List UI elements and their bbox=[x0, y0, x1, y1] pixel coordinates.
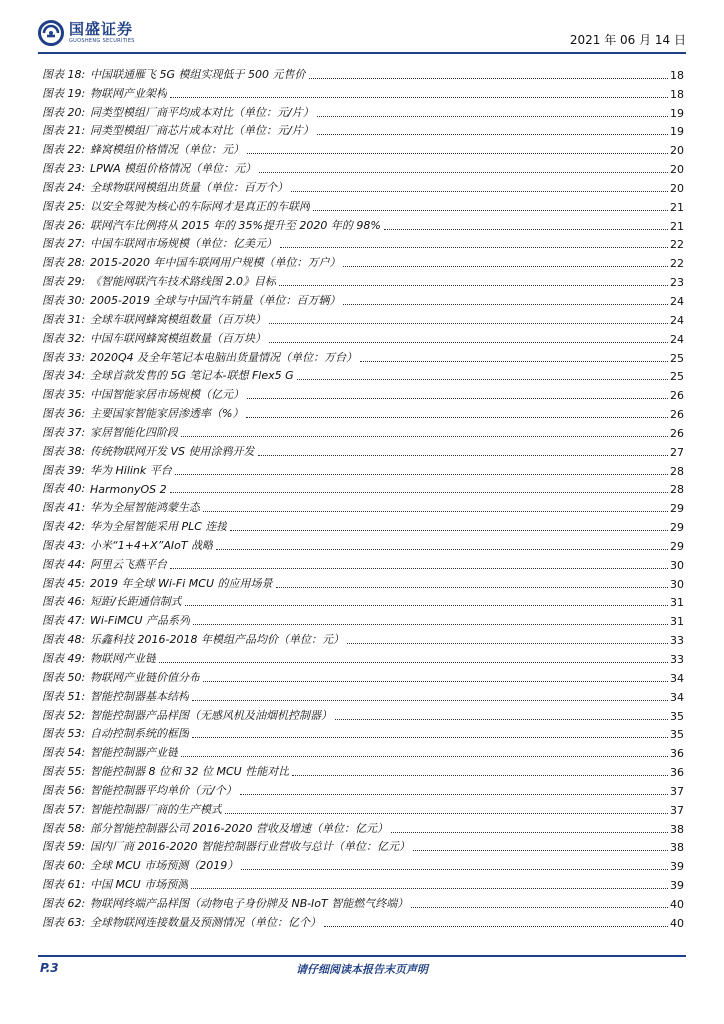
toc-entry-label: 图表 41: bbox=[42, 501, 86, 515]
toc-entry[interactable] bbox=[42, 647, 684, 666]
toc-entry-title: 物联网产业架构 bbox=[90, 86, 167, 100]
toc-entry-label: 图表 28: bbox=[42, 256, 86, 270]
toc-entry-page: 30 bbox=[670, 558, 684, 572]
toc-entry-label: 图表 51: bbox=[42, 689, 86, 703]
toc-entry-page: 20 bbox=[670, 144, 684, 158]
toc-entry-label: 图表 42: bbox=[42, 520, 86, 534]
toc-entry-label: 图表 25: bbox=[42, 199, 86, 213]
toc-entry[interactable] bbox=[42, 798, 684, 817]
toc-entry-page: 26 bbox=[670, 389, 684, 403]
toc-entry[interactable] bbox=[42, 251, 684, 270]
toc-entry-label: 图表 32: bbox=[42, 331, 86, 345]
toc-entry[interactable] bbox=[42, 176, 684, 195]
toc-entry[interactable] bbox=[42, 120, 684, 139]
toc-dot-leader bbox=[203, 680, 668, 682]
toc-entry[interactable] bbox=[42, 892, 684, 911]
toc-entry-label: 图表 45: bbox=[42, 576, 86, 590]
toc-entry-page: 19 bbox=[670, 125, 684, 139]
toc-entry-label: 图表 57: bbox=[42, 802, 86, 816]
toc-entry-title: 短距/长距通信制式 bbox=[90, 595, 182, 609]
toc-entry-label: 图表 62: bbox=[42, 896, 86, 910]
toc-entry-page: 29 bbox=[670, 539, 684, 553]
toc-entry[interactable] bbox=[42, 270, 684, 289]
toc-entry-title: 2015-2020 年中国车联网用户规模（单位：万户） bbox=[90, 256, 341, 270]
toc-entry-page: 40 bbox=[670, 916, 684, 930]
toc-entry[interactable] bbox=[42, 459, 684, 478]
toc-entry-page: 18 bbox=[670, 87, 684, 101]
toc-entry-label: 图表 21: bbox=[42, 124, 86, 138]
toc-entry-title: 2020Q4 及全年笔记本电脑出货量情况（单位：万台） bbox=[90, 350, 358, 364]
toc-entry[interactable] bbox=[42, 478, 684, 497]
toc-entry-label: 图表 33: bbox=[42, 350, 86, 364]
toc-entry-title: 物联网产业链价值分布 bbox=[90, 670, 200, 684]
toc-dot-leader bbox=[247, 152, 668, 154]
toc-entry-label: 图表 49: bbox=[42, 652, 86, 665]
toc-entry-page: 21 bbox=[670, 219, 684, 233]
toc-dot-leader bbox=[297, 378, 668, 380]
page-number: P.3 bbox=[40, 961, 59, 975]
toc-entry[interactable] bbox=[42, 138, 684, 157]
toc-entry[interactable] bbox=[42, 346, 684, 365]
toc-entry-label: 图表 43: bbox=[42, 538, 86, 552]
toc-entry-page: 22 bbox=[670, 238, 684, 252]
toc-entry[interactable] bbox=[42, 327, 684, 346]
toc-entry[interactable] bbox=[42, 836, 684, 855]
toc-dot-leader bbox=[276, 586, 669, 588]
toc-entry-title: 小米“1+4+X”AIoT 战略 bbox=[90, 538, 214, 552]
toc-entry[interactable] bbox=[42, 779, 684, 798]
toc-entry-page: 24 bbox=[670, 313, 684, 327]
toc-entry[interactable] bbox=[42, 723, 684, 742]
toc-entry-page: 24 bbox=[670, 294, 684, 308]
toc-entry-title: 阿里云飞燕平台 bbox=[90, 557, 167, 571]
toc-entry-title: 华为全屋智能鸿蒙生态 bbox=[90, 501, 200, 515]
toc-dot-leader bbox=[185, 604, 668, 606]
toc-entry-title: 自动控制系统的框图 bbox=[90, 727, 189, 741]
toc-entry[interactable] bbox=[42, 572, 684, 591]
toc-entry-page: 28 bbox=[670, 483, 684, 497]
toc-entry-title: 中国车联网蜂窝模组数量（百万块） bbox=[90, 331, 266, 345]
toc-dot-leader bbox=[193, 623, 668, 625]
toc-dot-leader bbox=[241, 868, 668, 870]
toc-entry[interactable] bbox=[42, 214, 684, 233]
toc-entry-title: 智能控制器 8 位和 32 位 MCU 性能对比 bbox=[90, 765, 290, 779]
toc-entry-title: 智能控制器厂商的生产模式 bbox=[90, 802, 222, 816]
toc-entry-page: 33 bbox=[670, 653, 684, 666]
toc-entry-page: 36 bbox=[670, 747, 684, 761]
toc-dot-leader bbox=[347, 642, 668, 644]
toc-entry[interactable] bbox=[42, 854, 684, 873]
toc-entry-page: 36 bbox=[670, 766, 684, 780]
toc-entry-label: 图表 46: bbox=[42, 595, 86, 609]
toc-entry-label: 图表 56: bbox=[42, 783, 86, 797]
toc-entry-page: 30 bbox=[670, 577, 684, 591]
toc-entry[interactable] bbox=[42, 101, 684, 120]
toc-entry[interactable] bbox=[42, 63, 684, 82]
toc-dot-leader bbox=[170, 491, 668, 493]
toc-entry-label: 图表 27: bbox=[42, 237, 86, 251]
page-header bbox=[38, 18, 686, 54]
toc-entry-page: 34 bbox=[670, 671, 684, 685]
toc-entry-title: 2019 年全球 Wi-Fi MCU 的应用场景 bbox=[90, 576, 273, 590]
toc-entry-label: 图表 47: bbox=[42, 614, 86, 628]
disclaimer-text: 请仔细阅读本报告末页声明 bbox=[296, 963, 428, 976]
toc-entry-title: 中国 MCU 市场预测 bbox=[90, 878, 189, 892]
toc-entry-label: 图表 63: bbox=[42, 915, 86, 929]
table-of-contents bbox=[42, 63, 684, 930]
toc-entry[interactable] bbox=[42, 233, 684, 252]
toc-entry-title: 蜂窝模组价格情况（单位：元） bbox=[90, 143, 244, 157]
toc-entry-label: 图表 34: bbox=[42, 369, 86, 383]
toc-entry[interactable] bbox=[42, 383, 684, 402]
toc-dot-leader bbox=[216, 548, 668, 550]
toc-entry-title: HarmonyOS 2 bbox=[90, 483, 167, 497]
toc-entry-page: 28 bbox=[670, 464, 684, 478]
toc-entry-page: 31 bbox=[670, 615, 684, 629]
toc-entry-page: 37 bbox=[670, 784, 684, 798]
toc-entry[interactable] bbox=[42, 609, 684, 628]
toc-entry-page: 23 bbox=[670, 276, 684, 290]
toc-entry-label: 图表 59: bbox=[42, 840, 86, 854]
toc-dot-leader bbox=[191, 887, 668, 889]
toc-entry[interactable] bbox=[42, 308, 684, 327]
toc-entry-label: 图表 23: bbox=[42, 162, 86, 176]
toc-entry[interactable] bbox=[42, 289, 684, 308]
toc-entry-page: 38 bbox=[670, 841, 684, 855]
toc-entry-label: 图表 55: bbox=[42, 765, 86, 779]
toc-dot-leader bbox=[391, 831, 668, 833]
toc-entry-title: 全球物联网模组出货量（单位：百万个） bbox=[90, 180, 288, 194]
toc-entry[interactable] bbox=[42, 534, 684, 553]
toc-dot-leader bbox=[292, 774, 668, 776]
toc-entry-title: 中国联通雁飞 5G 模组实现低于 500 元售价 bbox=[90, 67, 306, 81]
toc-entry-title: 部分智能控制器公司 2016-2020 营收及增速（单位：亿元） bbox=[90, 821, 388, 835]
toc-entry-title: 智能控制器平均单价（元/个） bbox=[90, 783, 237, 797]
toc-entry-title: 同类型模组厂商平均成本对比（单位：元/片） bbox=[90, 105, 314, 119]
toc-entry[interactable] bbox=[42, 741, 684, 760]
toc-dot-leader bbox=[192, 736, 668, 738]
toc-entry-label: 图表 31: bbox=[42, 312, 86, 326]
toc-entry[interactable] bbox=[42, 704, 684, 723]
toc-entry-title: 乐鑫科技 2016-2018 年模组产品均价（单位：元） bbox=[90, 633, 344, 647]
toc-entry-label: 图表 18: bbox=[42, 67, 86, 81]
toc-dot-leader bbox=[309, 77, 668, 79]
toc-entry-title: 全球物联网连接数量及预测情况（单位：亿个） bbox=[90, 915, 321, 929]
toc-entry-page: 33 bbox=[670, 634, 684, 648]
toc-entry-page: 34 bbox=[670, 690, 684, 704]
toc-dot-leader bbox=[269, 341, 668, 343]
toc-entry[interactable] bbox=[42, 666, 684, 685]
toc-entry-label: 图表 54: bbox=[42, 746, 86, 760]
toc-entry-title: 物联网产业链 bbox=[90, 652, 156, 665]
toc-entry[interactable] bbox=[42, 591, 684, 610]
toc-entry-title: LPWA 模组价格情况（单位：元） bbox=[90, 162, 257, 176]
toc-entry-label: 图表 40: bbox=[42, 482, 86, 496]
toc-entry-page: 38 bbox=[670, 822, 684, 836]
logo-icon bbox=[38, 20, 64, 46]
toc-entry-page: 27 bbox=[670, 445, 684, 459]
toc-entry-page: 37 bbox=[670, 803, 684, 817]
toc-entry-title: 智能控制器产业链 bbox=[90, 746, 178, 760]
toc-entry-title: 物联网终端产品样图（动物电子身份牌及 NB-IoT 智能燃气终端） bbox=[90, 896, 409, 910]
toc-entry-label: 图表 39: bbox=[42, 463, 86, 477]
toc-entry-page: 39 bbox=[670, 879, 684, 893]
toc-entry-page: 20 bbox=[670, 181, 684, 195]
toc-entry-title: Wi-FiMCU 产品系列 bbox=[90, 614, 191, 628]
toc-entry-label: 图表 38: bbox=[42, 444, 86, 458]
toc-entry-label: 图表 26: bbox=[42, 218, 86, 232]
toc-entry-label: 图表 52: bbox=[42, 708, 86, 722]
toc-entry-title: 主要国家智能家居渗透率（%） bbox=[90, 407, 244, 421]
report-date: 2021 年 06 月 14 日 bbox=[569, 33, 686, 47]
company-logo bbox=[38, 20, 135, 50]
toc-entry-title: 全球车联网蜂窝模组数量（百万块） bbox=[90, 312, 266, 326]
toc-dot-leader bbox=[181, 755, 668, 757]
toc-entry-title: 华为 Hilink 平台 bbox=[90, 463, 172, 477]
toc-entry-title: 2005-2019 全球与中国汽车销量（单位：百万辆） bbox=[90, 293, 341, 307]
page-footer bbox=[38, 955, 686, 977]
toc-dot-leader bbox=[170, 96, 668, 98]
toc-entry-page: 19 bbox=[670, 106, 684, 120]
toc-entry-label: 图表 53: bbox=[42, 727, 86, 741]
toc-entry-label: 图表 30: bbox=[42, 293, 86, 307]
toc-dot-leader bbox=[279, 284, 668, 286]
toc-entry-title: 《智能网联汽车技术路线图 2.0》目标 bbox=[90, 275, 276, 289]
toc-entry[interactable] bbox=[42, 421, 684, 440]
toc-entry-label: 图表 60: bbox=[42, 859, 86, 873]
toc-dot-leader bbox=[269, 322, 668, 324]
toc-dot-leader bbox=[411, 906, 668, 908]
toc-entry-label: 图表 35: bbox=[42, 388, 86, 402]
toc-entry-page: 35 bbox=[670, 709, 684, 723]
toc-dot-leader bbox=[291, 190, 668, 192]
toc-entry[interactable] bbox=[42, 685, 684, 704]
toc-entry-label: 图表 50: bbox=[42, 670, 86, 684]
toc-entry-page: 18 bbox=[670, 68, 684, 82]
toc-entry-page: 24 bbox=[670, 332, 684, 346]
toc-entry-page: 26 bbox=[670, 426, 684, 440]
toc-dot-leader bbox=[192, 699, 668, 701]
toc-entry[interactable] bbox=[42, 157, 684, 176]
logo-text: 国盛证券 bbox=[69, 20, 134, 38]
toc-dot-leader bbox=[247, 397, 668, 399]
toc-entry-label: 图表 36: bbox=[42, 407, 86, 421]
toc-entry-label: 图表 24: bbox=[42, 180, 86, 194]
toc-entry[interactable] bbox=[42, 440, 684, 459]
toc-dot-leader bbox=[246, 416, 668, 418]
toc-dot-leader bbox=[225, 812, 668, 814]
toc-dot-leader bbox=[324, 925, 668, 927]
toc-entry-label: 图表 19: bbox=[42, 86, 86, 100]
toc-entry[interactable] bbox=[42, 402, 684, 421]
toc-entry-title: 中国车联网市场规模（单位：亿美元） bbox=[90, 237, 277, 251]
toc-entry-title: 国内厂商 2016-2020 智能控制器行业营收与总计（单位：亿元） bbox=[90, 840, 410, 854]
toc-dot-leader bbox=[317, 133, 668, 135]
toc-dot-leader bbox=[175, 473, 668, 475]
toc-entry[interactable] bbox=[42, 496, 684, 515]
toc-entry-page: 25 bbox=[670, 370, 684, 384]
toc-dot-leader bbox=[181, 435, 668, 437]
toc-entry-page: 39 bbox=[670, 860, 684, 874]
toc-entry-page: 25 bbox=[670, 351, 684, 365]
toc-entry[interactable] bbox=[42, 365, 684, 384]
toc-entry-label: 图表 58: bbox=[42, 821, 86, 835]
toc-entry-page: 40 bbox=[670, 897, 684, 911]
toc-entry-page: 21 bbox=[670, 200, 684, 214]
toc-dot-leader bbox=[313, 209, 668, 211]
toc-entry-label: 图表 48: bbox=[42, 633, 86, 647]
toc-entry-label: 图表 37: bbox=[42, 425, 86, 439]
toc-entry-page: 29 bbox=[670, 502, 684, 516]
toc-entry[interactable] bbox=[42, 911, 684, 930]
toc-entry-label: 图表 61: bbox=[42, 878, 86, 892]
toc-entry-page: 26 bbox=[670, 408, 684, 422]
toc-dot-leader bbox=[203, 510, 668, 512]
toc-dot-leader bbox=[230, 529, 668, 531]
logo-subtext: GUOSHENG SECURITIES bbox=[69, 38, 135, 44]
toc-entry[interactable] bbox=[42, 195, 684, 214]
toc-entry-title: 同类型模组厂商芯片成本对比（单位：元/片） bbox=[90, 124, 314, 138]
toc-dot-leader bbox=[240, 793, 668, 795]
toc-entry-page: 20 bbox=[670, 163, 684, 177]
toc-entry[interactable] bbox=[42, 515, 684, 534]
toc-entry-page: 31 bbox=[670, 596, 684, 610]
toc-dot-leader bbox=[317, 115, 668, 117]
toc-dot-leader bbox=[335, 718, 668, 720]
toc-entry-page: 22 bbox=[670, 257, 684, 271]
toc-entry-title: 智能控制器基本结构 bbox=[90, 689, 189, 703]
toc-dot-leader bbox=[343, 265, 668, 267]
toc-entry-page: 29 bbox=[670, 521, 684, 535]
toc-dot-leader bbox=[360, 360, 668, 362]
toc-dot-leader bbox=[280, 246, 668, 248]
toc-entry-title: 联网汽车比例将从 2015 年的 35%提升至 2020 年的 98% bbox=[90, 218, 381, 232]
toc-entry-title: 以安全驾驶为核心的车际网才是真正的车联网 bbox=[90, 199, 310, 213]
toc-dot-leader bbox=[384, 228, 668, 230]
toc-entry[interactable] bbox=[42, 82, 684, 101]
toc-entry-title: 智能控制器产品样图（无感风机及油烟机控制器） bbox=[90, 708, 332, 722]
toc-entry[interactable] bbox=[42, 628, 684, 647]
toc-entry-title: 传统物联网开发 VS 使用涂鸦开发 bbox=[90, 444, 255, 458]
toc-dot-leader bbox=[259, 171, 668, 173]
toc-entry-label: 图表 22: bbox=[42, 143, 86, 157]
toc-entry[interactable] bbox=[42, 817, 684, 836]
toc-entry-title: 全球 MCU 市场预测（2019） bbox=[90, 859, 239, 873]
toc-dot-leader bbox=[170, 567, 668, 569]
toc-entry-label: 图表 44: bbox=[42, 557, 86, 571]
toc-entry-page: 35 bbox=[670, 728, 684, 742]
toc-dot-leader bbox=[413, 849, 668, 851]
toc-entry[interactable] bbox=[42, 760, 684, 779]
toc-dot-leader bbox=[343, 303, 668, 305]
toc-entry-title: 华为全屋智能采用 PLC 连接 bbox=[90, 520, 228, 534]
toc-entry[interactable] bbox=[42, 553, 684, 572]
toc-entry-title: 家居智能化四阶段 bbox=[90, 425, 178, 439]
toc-entry-title: 全球首款发售的 5G 笔记本-联想 Flex5 G bbox=[90, 369, 294, 383]
toc-entry-title: 中国智能家居市场规模（亿元） bbox=[90, 388, 244, 402]
toc-dot-leader bbox=[159, 661, 668, 663]
toc-dot-leader bbox=[258, 454, 669, 456]
toc-entry[interactable] bbox=[42, 873, 684, 892]
toc-entry-label: 图表 20: bbox=[42, 105, 86, 119]
toc-entry-label: 图表 29: bbox=[42, 275, 86, 289]
